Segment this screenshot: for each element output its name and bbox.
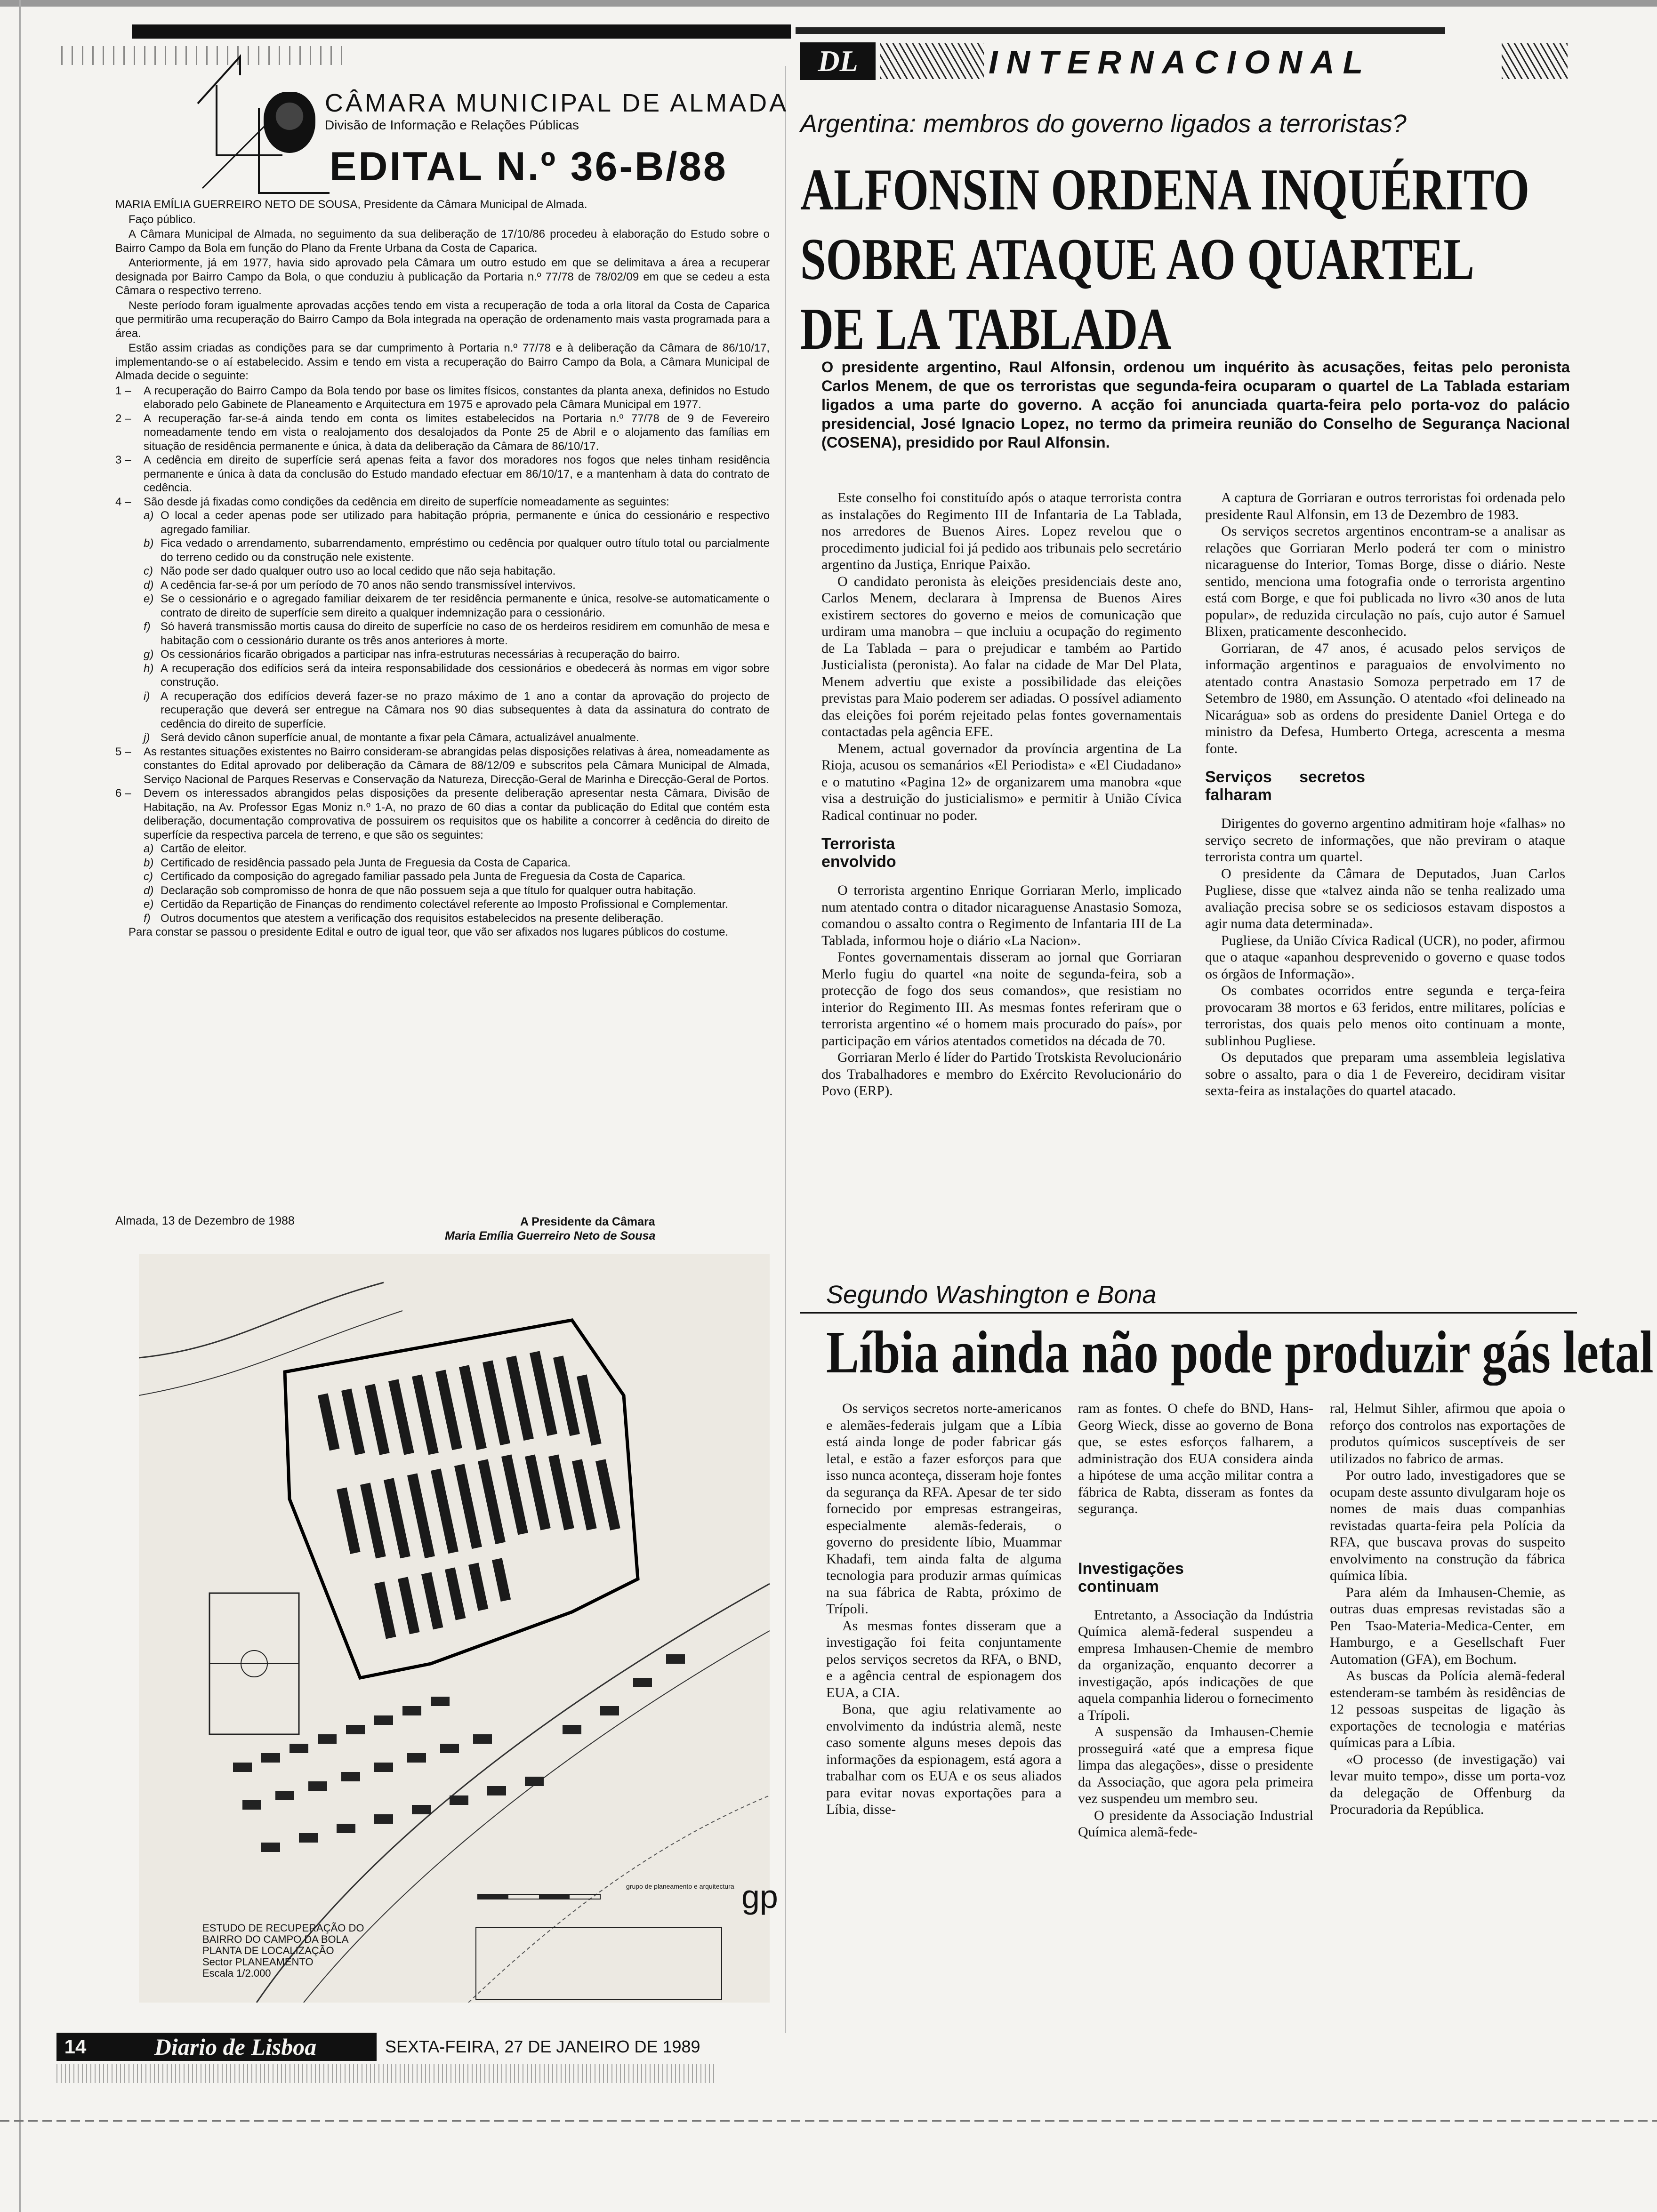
subitem-letter: g) xyxy=(144,648,154,661)
edital-subitem xyxy=(115,537,770,564)
subitem-letter: f) xyxy=(144,912,151,925)
edital-intro-para: Estão assim criadas as condições para se dar cumprimento à Portaria n.º 77/78 e à deliberação da Câmara de 86/10/17, implementando-se o aí estabelecido. Assim e tendo em vista a recuperação do Bairro Campo da Bola, a Câmara Municipal de Almada decide o seguinte: xyxy=(115,342,770,382)
map-logo: gp xyxy=(741,1878,778,1915)
subitem-letter: c) xyxy=(144,565,153,577)
edital-closing: Para constar se passou o presidente Edital e outro de igual teor, que vão ser afixados nos lugares públicos do costume. xyxy=(129,926,729,938)
section-logo: DL xyxy=(800,42,876,80)
subitem-text: Cartão de eleitor. xyxy=(161,842,247,855)
issue-date: SEXTA-FEIRA, 27 DE JANEIRO DE 1989 xyxy=(385,2037,700,2056)
subitem-letter: c) xyxy=(144,870,153,883)
subitem-text: Só haverá transmissão mortis causa do direito de superfície no caso de os herdeiros residirem em comunhão de mesa e habitação com o cessionário durante os três anos anteriores à morte. xyxy=(161,620,770,647)
edital-subitem xyxy=(115,648,770,662)
column-divider xyxy=(785,66,786,2033)
article2-kicker: Segundo Washington e Bona xyxy=(826,1281,1157,1309)
edital-item xyxy=(115,495,770,509)
bottom-dashed-rule xyxy=(0,2120,1657,2122)
paragraph: A captura de Gorriaran e outros terroristas foi ordenada pelo presidente Raul Alfonsin, em 13 de Dezembro de 1983. xyxy=(1205,490,1565,522)
subitem-letter: e) xyxy=(144,898,154,911)
top-black-bar xyxy=(132,24,791,39)
subitem-text: Não pode ser dado qualquer outro uso ao local cedido que não seja habitação. xyxy=(161,565,556,577)
map-title-block xyxy=(475,1927,722,2000)
subitem-text: Declaração sob compromisso de honra de que não possuem seja a que título for qualquer outra habitação. xyxy=(161,884,697,897)
edital-intro-para: Anteriormente, já em 1977, havia sido aprovado pela Câmara um outro estudo em que se delimitava a área a recuperar designada por Bairro Campo da Bola, o que conduziu à publicação da Portaria n.º 77/78 de 78/02/09 em que se cedeu a esta Câmara o respectivo terreno. xyxy=(115,256,770,297)
article1-column-1 xyxy=(821,489,1182,1099)
subitem-letter: i) xyxy=(144,689,150,703)
edital-item xyxy=(115,412,770,454)
paragraph: Menem, actual governador da província argentina de La Rioja, acusou os semanários «El Periodista» e «El Ciudadano» e o matutino «Pagina 12» de organizarem uma manobra «que visa a destruição do justicialismo» e permitir à União Cívica Radical continuar no poder. xyxy=(821,740,1182,823)
paragraph: Os serviços secretos norte-americanos e alemães-federais julgam que a Líbia está ainda longe de poder fabricar gás letal, e estão a fazer esforços para que isso nunca aconteça, disseram hoje fontes da segurança da RFA. Apesar de ter sido fornecido por empresas estrangeiras, especialmente alemãs-federais, o governo do presidente líbio, Muammar Khadafi, tem ainda falta de alguma tecnologia para produzir armas químicas na sua fábrica de Rabta, próximo de Trípoli. xyxy=(826,1401,1062,1617)
item-number: 5 – xyxy=(115,745,131,758)
map-caption xyxy=(202,1923,447,1979)
top-edge-rule xyxy=(0,0,1657,7)
subitem-text: A recuperação dos edifícios será da inteira responsabilidade dos cessionários e obedecerá às normas em vigor sobre construção. xyxy=(161,662,770,689)
article2-column-2 xyxy=(1078,1400,1313,1841)
masthead: Diario de Lisboa xyxy=(94,2033,377,2061)
subitem-letter: e) xyxy=(144,593,154,605)
article2-column-3 xyxy=(1330,1400,1565,1818)
section-hatch-right xyxy=(1502,43,1568,79)
map-caption-line: BAIRRO DO CAMPO DA BOLA xyxy=(202,1933,349,1945)
subitem-letter: j) xyxy=(144,731,150,744)
subitem-text: Outros documentos que atestem a verificação dos requisitos estabelecidos na presente deliberação. xyxy=(161,912,664,925)
location-map xyxy=(139,1254,770,2003)
edital-intro-para: Neste período foram igualmente aprovadas acções tendo em vista a recuperação de toda a orla litoral da Costa de Caparica que permitirão uma recuperação do Bairro Campo da Bola integrada na operação de ordenamento mais vasta programada para a área. xyxy=(115,299,770,340)
item-text: A recuperação far-se-á ainda tendo em conta os limites estabelecidos na Portaria n.º 77/78 de 9 de Fevereiro nomeadamente tendo em vista o realojamento dos desalojados da Ponte 25 de Abril e o alojamento das famílias em situação de residência permanente e única, à data da deliberação da Câmara de 86/10/17. xyxy=(144,412,770,453)
item-text: A recuperação do Bairro Campo da Bola tendo por base os limites físicos, constantes da planta anexa, definidos no Estudo elaborado pelo Gabinete de Planeamento e Arquitectura em 1975 e aprovado pela Câmara Municipal em 1977. xyxy=(144,384,770,411)
subitem-text: O local a ceder apenas pode ser utilizado para habitação própria, permanente e única do cessionário e respectivo agregado familiar. xyxy=(161,509,770,536)
subheading: Investigações continuam xyxy=(1078,1559,1184,1595)
article2-headline: Líbia ainda não pode produzir gás letal xyxy=(826,1319,1654,1386)
paragraph: O candidato peronista às eleições presidenciais deste ano, Carlos Menem, declarara à Imprensa de Buenos Aires existirem sectores do governo e meios de comunicação que urdiram uma manobra – que incluiu a ocupação do regimento de La Tablada – para o prejudicar e também ao Partido Justicialista (peronista). Ao falar na cidade de Mar Del Plata, Menem advertiu que existe a possibilidade das eleições previstas para Maio poderem ser adiadas. O possível adiamento das eleições foi porém rejeitado pelas fontes governamentais contactadas pela agência EFE. xyxy=(821,573,1182,739)
item-number: 1 – xyxy=(115,384,131,397)
item-number: 6 – xyxy=(115,787,131,800)
edital-subitem xyxy=(115,662,770,689)
subitem-letter: a) xyxy=(144,842,154,855)
section-title: INTERNACIONAL xyxy=(989,44,1372,80)
subitem-letter: d) xyxy=(144,884,154,897)
paragraph: Dirigentes do governo argentino admitiram hoje «falhas» no serviço secreto de informações, que não previram o ataque terrorista contra um quartel. xyxy=(1205,816,1565,865)
map-caption-line: ESTUDO DE RECUPERAÇÃO DO xyxy=(202,1922,364,1934)
edital-subitem xyxy=(115,578,770,593)
subitem-text: Certificado de residência passado pela Junta de Freguesia da Costa de Caparica. xyxy=(161,856,571,869)
edital-item xyxy=(115,745,770,787)
article2-rule xyxy=(800,1312,1577,1314)
paragraph: Pugliese, da União Cívica Radical (UCR), no poder, afirmou que o ataque «apanhou desprevenido o governo e quase todos os órgãos de Informação». xyxy=(1205,932,1565,982)
subitem-text: Será devido cânon superfície anual, de montante a fixar pela Câmara, actualizável anualmente. xyxy=(161,731,639,744)
subitem-text: Se o cessionário e o agregado familiar deixarem de ter residência permanente e única, resolve-se automaticamente o contrato de direito de superfície sem direito a qualquer indemnização para o cessionário. xyxy=(161,593,770,619)
paragraph: A suspensão da Imhausen-Chemie prosseguirá «até que a empresa fique limpa das alegações», disse o presidente da Associação, que agora pela primeira vez suspendeu um membro seu. xyxy=(1078,1724,1313,1806)
headline-line: DE LA TABLADA xyxy=(800,297,1172,362)
edital-signature-title: A Presidente da Câmara xyxy=(520,1215,655,1228)
paragraph: «O processo (de investigação) vai levar muito tempo», disse um porta-voz da delegação de Offenburg da Procuradoria da República. xyxy=(1330,1751,1565,1817)
article1-kicker: Argentina: membros do governo ligados a terroristas? xyxy=(800,110,1407,138)
edital-subitem xyxy=(115,689,770,731)
article1-column-2 xyxy=(1205,489,1565,1099)
paragraph: ral, Helmut Sihler, afirmou que apoia o reforço dos controlos nas exportações de produtos químicos susceptíveis de ser utilizados no fabrico de armas. xyxy=(1330,1401,1565,1467)
subitem-letter: b) xyxy=(144,537,154,550)
edital-division: Divisão de Informação e Relações Públicas xyxy=(325,118,579,132)
edital-subitem xyxy=(115,620,770,648)
edital-subitem xyxy=(115,912,770,926)
article1-headline xyxy=(800,155,1530,364)
edital-subitem xyxy=(115,509,770,537)
edital-subitem xyxy=(115,564,770,578)
edital-item xyxy=(115,384,770,412)
subitem-text: Os cessionários ficarão obrigados a participar nas infra-estruturas necessárias à recuperação do bairro. xyxy=(161,648,680,661)
edital-title: EDITAL N.º 36-B/88 xyxy=(330,144,728,189)
headline-line: SOBRE ATAQUE AO QUARTEL xyxy=(800,227,1474,292)
paragraph: O presidente da Associação Industrial Química alemã-fede- xyxy=(1078,1807,1313,1840)
paragraph: As mesmas fontes disseram que a investigação foi feita conjuntamente pelos serviços secretos da RFA, o BND, e a agência central de espionagem dos EUA, a CIA. xyxy=(826,1618,1062,1700)
subitem-letter: d) xyxy=(144,578,154,592)
edital-subitem xyxy=(115,592,770,620)
item-text: Devem os interessados abrangidos pelas disposições da presente deliberação apresentar nesta Câmara, Divisão de Habitação, na Av. Professor Egas Moniz n.º 1-A, no prazo de 60 dias a contar da publicação do Edital que contém esta deliberação, documentação comprovativa de possuirem os requisitos que os habilite a concorrer à cedência do direito de superfície da respectiva parcela de terreno, e que são os seguintes: xyxy=(144,787,770,842)
paragraph: Este conselho foi constituído após o ataque terrorista contra as instalações do Regimento III de Infantaria de La Tablada, nos arredores de Buenos Aires. Lopez revelou que o procedimento judicial foi já pedido aos tribunais pelo secretário argentino da Justiça, Enrique Paixão. xyxy=(821,490,1182,572)
map-group-label: grupo de planeamento e arquitectura xyxy=(626,1883,734,1890)
subitem-letter: h) xyxy=(144,662,154,675)
top-black-bar-right xyxy=(796,27,1445,34)
paragraph: Gorriaran Merlo é líder do Partido Trotskista Revolucionário dos Trabalhadores e membro do Exército Revolucionário do Povo (ERP). xyxy=(821,1050,1182,1098)
edital-intro-para: A Câmara Municipal de Almada, no seguimento da sua deliberação de 17/10/86 procedeu à elaboração do Estudo sobre o Bairro Campo da Bola em função do Plano da Frente Urbana da Costa de Caparica. xyxy=(115,228,770,255)
left-edge-line xyxy=(19,0,21,2212)
paragraph: O presidente da Câmara de Deputados, Juan Carlos Pugliese, disse que «talvez ainda não se tenha realizado uma avaliação precisa sobre se os sediciosos estavam dispostos a agir numa data determinada». xyxy=(1205,866,1565,931)
item-number: 4 – xyxy=(115,495,131,508)
edital-subitem xyxy=(115,842,770,856)
edital-body xyxy=(115,198,770,1228)
subitem-text: Certidão da Repartição de Finanças do rendimento colectável referente ao Imposto Profissional e Complementar. xyxy=(161,898,728,911)
article1-lead: O presidente argentino, Raul Alfonsin, ordenou um inquérito às acusações, feitas pelo peronista Carlos Menem, de que os terroristas que segunda-feira ocuparam o quartel de La Tablada estariam ligados a uma parte do governo. A acção foi anunciada quarta-feira pelo porta-voz do palácio presidencial, José Ignacio Lopez, no termo da primeira reunião do Conselho de Segurança Nacional (COSENA), presidido por Raul Alfonsin. xyxy=(821,359,1570,451)
edital-item xyxy=(115,453,770,495)
subheading: Terrorista envolvido xyxy=(821,835,896,871)
edital-org: CÂMARA MUNICIPAL DE ALMADA xyxy=(325,89,789,117)
paragraph: Bona, que agiu relativamente ao envolvimento da indústria alemã, neste caso somente alguns meses depois das informações da espionagem, está agora a trabalhar com os EUA e os seus aliados para evitar novas exportações para a Líbia, disse- xyxy=(826,1701,1062,1817)
edital-intro-para: MARIA EMÍLIA GUERREIRO NETO DE SOUSA, Presidente da Câmara Municipal de Almada. xyxy=(115,198,587,211)
subitem-text: Certificado da composição do agregado familiar passado pela Junta de Freguesia da Costa de Caparica. xyxy=(161,870,686,883)
item-number: 3 – xyxy=(115,454,131,466)
paragraph: Para além da Imhausen-Chemie, as outras duas empresas revistadas são a Pen Tsao-Materia-Medica-Center, em Hamburgo, e a Gesellschaft Fuer Automation (GFA), em Bochum. xyxy=(1330,1584,1565,1667)
edital-subitem xyxy=(115,856,770,870)
subitem-text: Fica vedado o arrendamento, subarrendamento, empréstimo ou cedência por qualquer outro título total ou parcialmente do terreno cedido ou da construção nele existente. xyxy=(161,537,770,564)
paragraph: Os combates ocorridos entre segunda e terça-feira provocaram 38 mortos e 63 feridos, entre militares, polícias e terroristas, dos quais pelo menos oito continuam a monte, sublinhou Pugliese. xyxy=(1205,983,1565,1049)
map-scale: Escala 1/2.000 xyxy=(202,1967,271,1979)
subitem-letter: f) xyxy=(144,620,151,633)
page-footer xyxy=(56,2030,791,2064)
subitem-text: A cedência far-se-á por um período de 70 anos não sendo transmissível intervivos. xyxy=(161,578,576,592)
paragraph: As buscas da Polícia alemã-federal estenderam-se também às residências de 12 pessoas suspeitas de ligação às exportações de tecnologia e matérias químicas para a Líbia. xyxy=(1330,1668,1565,1750)
item-text: As restantes situações existentes no Bairro consideram-se abrangidas pelas disposições relativas à área, nomeadamente as constantes do Edital aprovado por deliberação da Câmara de 88/12/09 e subscritos pela Câmara Municipal de Almada, Serviço Nacional de Parques Reservas e Conservação da Natureza, Direcção-Geral de Marinha e Direcção-Geral de Portos. xyxy=(144,745,770,786)
edital-subitem xyxy=(115,884,770,898)
paragraph: Fontes governamentais disseram ao jornal que Gorriaran Merlo fugiu do quartel «na noite de segunda-feira, sob a protecção de fogo dos seus comandos», que resistiam no interior do Regimento III. As mesmas fontes referiram que o terrorista argentino «é o homem mais procurado do país», por participação em vários atentados cometidos na década de 70. xyxy=(821,949,1182,1049)
paragraph: Os deputados que preparam uma assembleia legislativa sobre o assalto, para o dia 1 de Fevereiro, decidiram visitar sexta-feira as instalações do quartel atacado. xyxy=(1205,1050,1565,1098)
paragraph: Os serviços secretos argentinos encontram-se a analisar as relações que Gorriaran Merlo poderá ter com o ministro nicaraguense do Interior, Tomas Borge, disse o diário. Neste sentido, menciona uma fotografia onde o terrorista argentino está com Borge, e que foi publicada no livro «30 anos de luta popular», de reduzida circulação no país, cujo autor é Samuel Blixen, praticamente desconhecido. xyxy=(1205,523,1565,639)
edital-subitem xyxy=(115,898,770,912)
edital-item xyxy=(115,786,770,842)
edital-subitem xyxy=(115,870,770,884)
subheading: Serviços secretos falharam xyxy=(1205,768,1365,804)
edital-signature-name: Maria Emília Guerreiro Neto de Sousa xyxy=(445,1229,656,1242)
footer-barcode-strip xyxy=(56,2064,716,2083)
edital-signature-row xyxy=(115,1214,770,1252)
page-number: 14 xyxy=(56,2033,94,2061)
edital-place-date: Almada, 13 de Dezembro de 1988 xyxy=(115,1214,295,1227)
paragraph: Por outro lado, investigadores que se ocupam deste assunto divulgaram hoje os nomes de mais duas companhias revistadas quarta-feira pela Polícia da RFA, que buscava provas do suspeito envolvimento na construção da fábrica química líbia. xyxy=(1330,1467,1565,1583)
headline-line: ALFONSIN ORDENA INQUÉRITO xyxy=(800,157,1530,223)
map-sector: Sector PLANEAMENTO xyxy=(202,1956,314,1968)
paragraph: Gorriaran, de 47 anos, é acusado pelos serviços de informação argentinos e paraguaios de envolvimento no atentado contra Anastasio Somoza perpetrado em 17 de Setembro de 1980, em Assunção. O atentado «foi delineado na Nicarágua» sob as ordens do presidente Daniel Ortega e do ministro da Defesa, Humberto Ortega, acrescenta a mesma fonte. xyxy=(1205,640,1565,756)
paragraph: ram as fontes. O chefe do BND, Hans-Georg Wieck, disse ao governo de Bona que, se estes esforços falharem, a administração dos EUA considera ainda a hipótese de uma acção militar contra a fábrica de Rabta, disseram as fontes da segurança. xyxy=(1078,1401,1313,1516)
section-hatch-left xyxy=(880,43,984,79)
article2-column-1 xyxy=(826,1400,1062,1818)
map-caption-line: PLANTA DE LOCALIZAÇÃO xyxy=(202,1945,334,1956)
subitem-letter: a) xyxy=(144,509,154,522)
item-number: 2 – xyxy=(115,412,131,425)
edital-subitem xyxy=(115,731,770,745)
subitem-text: A recuperação dos edifícios deverá fazer-se no prazo máximo de 1 ano a contar da aprovação do projecto de recuperação que deverá ser entregue na Câmara nos 90 dias subsequentes à data da assinatura do contrato de cedência do direito de superfície. xyxy=(161,689,770,730)
city-crest-icon xyxy=(264,92,315,153)
item-text: A cedência em direito de superfície será apenas feita a favor dos moradores nos fogos que neles tinham residência permanente e única à data da conclusão do Estudo mandado efectuar em 86/10/17, e a mantenham à data do contrato de cedência. xyxy=(144,454,770,494)
edital-intro-para: Faço público. xyxy=(129,213,196,226)
subitem-letter: b) xyxy=(144,856,154,869)
paragraph: Entretanto, a Associação da Indústria Química alemã-federal suspendeu a empresa Imhausen-Chemie de membro da organização, enquanto decorrer a investigação, após indicações de que aquela companhia liderou o fornecimento a Trípoli. xyxy=(1078,1607,1313,1723)
paragraph: O terrorista argentino Enrique Gorriaran Merlo, implicado num atentado contra o ditador nicaraguense Anastasio Somoza, comandou o assalto contra o Regimento de Infantaria III de La Tablada, informou hoje o diário «La Nacion». xyxy=(821,882,1182,948)
item-text: São desde já fixadas como condições da cedência em direito de superfície nomeadamente as seguintes: xyxy=(144,495,669,508)
